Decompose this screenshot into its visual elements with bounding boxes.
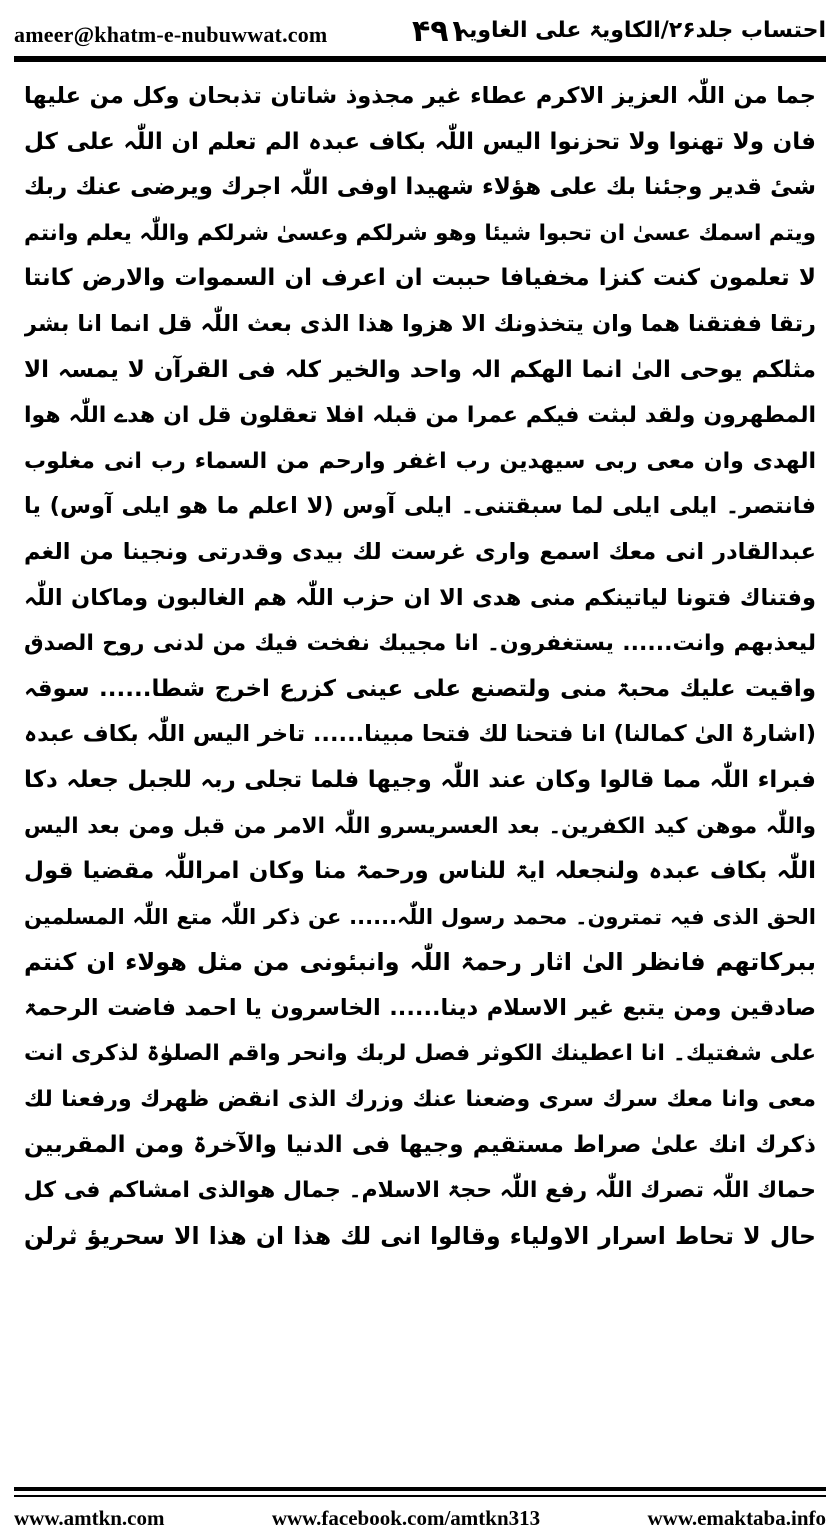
book-title: احتساب جلد۲۶/الکاویۃ علی الغاویہ [456,18,826,43]
text-line: المطھرون ولقد لبثت فیکم عمرا من قبلہ افلا تعقلون قل ان ھدے اللّٰہ ھوا [24,403,816,429]
text-line: الھدی وان معی ربی سیھدین رب اغفر وارحم من السماء رب انی مغلوب [24,448,816,474]
text-line: الحق الذی فیہ تمترون۔ محمد رسول اللّٰہ...... عن ذکر اللّٰہ متع اللّٰہ المسلمین [24,904,816,929]
text-line: واقیت علیك محبۃ منی ولتصنع علی عینی کزرع اخرج شطا...... سوقہ [24,675,816,702]
text-line: واللّٰہ موھن کید الکفرین۔ بعد العسریسرو اللّٰہ الامر من قبل ومن بعد الیس [24,813,816,839]
text-line: عبدالقادر انی معك اسمع واری غرست لك بیدی وقدرتی ونجینا من الغم [24,538,816,565]
text-line: حماك اللّٰہ تصرك اللّٰہ رفع اللّٰہ حجۃ الاسلام۔ جمال ھوالذی امشاکم فی کل [24,1178,816,1204]
text-line: (اشارۃ الیٰ کمالنا) انا فتحنا لك فتحا مبینا...... تاخر الیس اللّٰہ بکاف عبدہ [24,721,816,748]
page-header [14,14,826,52]
text-line: شیٔ قدیر وجئنا بك علی ھؤلاء شھیدا اوفی اللّٰہ اجرك ویرضی عنك ربك [24,174,816,201]
text-line: اللّٰہ بکاف عبدہ ولنجعلہ ایۃ للناس ورحمۃ منا وکان امراللّٰہ مقضیا قول [24,858,816,885]
header-rule [14,56,826,62]
text-line: ذکرك انك علیٰ صراط مستقیم وجیھا فی الدنیا والآخرۃ ومن المقربین [24,1131,816,1158]
footer-rule-thin [14,1495,826,1497]
text-line: علی شفتیك۔ انا اعطینك الکوثر فصل لربك وانحر واقم الصلوٰۃ لذکری انت [24,1041,816,1067]
text-line: رتقا ففتقنا ھما وان یتخذونك الا ھزوا ھذا الذی بعث اللّٰہ قل انما انا بشر [24,310,816,337]
footer-link-facebook[interactable]: www.facebook.com/amtkn313 [271,1505,541,1530]
page-footer [14,1502,826,1534]
text-line: حال لا تحاط اسرار الاولیاء وقالوا انی لك ھذا ان ھذا الا سحریؤ ثرلن [24,1221,816,1250]
text-line: لا تعلمون کنت کنزا مخفیافا حببت ان اعرف ان السموات والارض کانتا [24,265,816,292]
page-number: ۴۹۱ [412,14,467,49]
text-line: ویتم اسمك عسیٰ ان تحبوا شیئا وھو شرلکم وعسیٰ شرلکم واللّٰہ یعلم وانتم [24,220,816,246]
footer-link-amtkn[interactable]: www.amtkn.com [14,1505,165,1530]
text-line: ببرکاتھم فانظر الیٰ اثار رحمۃ اللّٰہ وانبئونی من مثل ھولاء ان کنتم [24,948,816,977]
body-text [24,74,816,1444]
text-line: مثلکم یوحی الیٰ انما الھکم الہ واحد والخیر کلہ فی القرآن لا یمسہ الا [24,356,816,383]
text-line: جما من اللّٰہ العزیز الاکرم عطاء غیر مجذوذ شاتان تذبحان وکل من علیھا [24,83,816,109]
text-line: صادقین ومن یتبع غیر الاسلام دینا...... الخاسرون یا احمد فاضت الرحمۃ [24,994,816,1021]
text-line: فانتصر۔ ایلی ایلی لما سبقتنی۔ ایلی آوس (لا اعلم ما ھو ایلی آوس) یا [24,493,816,520]
text-line: فبراء اللّٰہ مما قالوا وکان عند اللّٰہ وجیھا فلما تجلی ربہ للجبل جعلہ دکا [24,766,816,793]
text-line: معی وانا معك سرك سری وضعنا عنك وزرك الذی انقض ظھرك ورفعنا لك [24,1087,816,1113]
footer-rule [14,1487,826,1491]
header-email: ameer@khatm-e-nubuwwat.com [14,22,328,47]
footer-link-emaktaba[interactable]: www.emaktaba.info [647,1505,826,1530]
text-line: لیعذبھم وانت...... یستغفرون۔ انا مجیبك نفخت فیك من لدنی روح الصدق [24,631,816,657]
text-line: فان ولا تھنوا ولا تحزنوا الیس اللّٰہ بکاف عبدہ الم تعلم ان اللّٰہ علی کل [24,128,816,155]
text-line: وفتناك فتونا لیاتینکم منی ھدی الا ان حزب اللّٰہ ھم الغالبون وماکان اللّٰہ [24,584,816,611]
